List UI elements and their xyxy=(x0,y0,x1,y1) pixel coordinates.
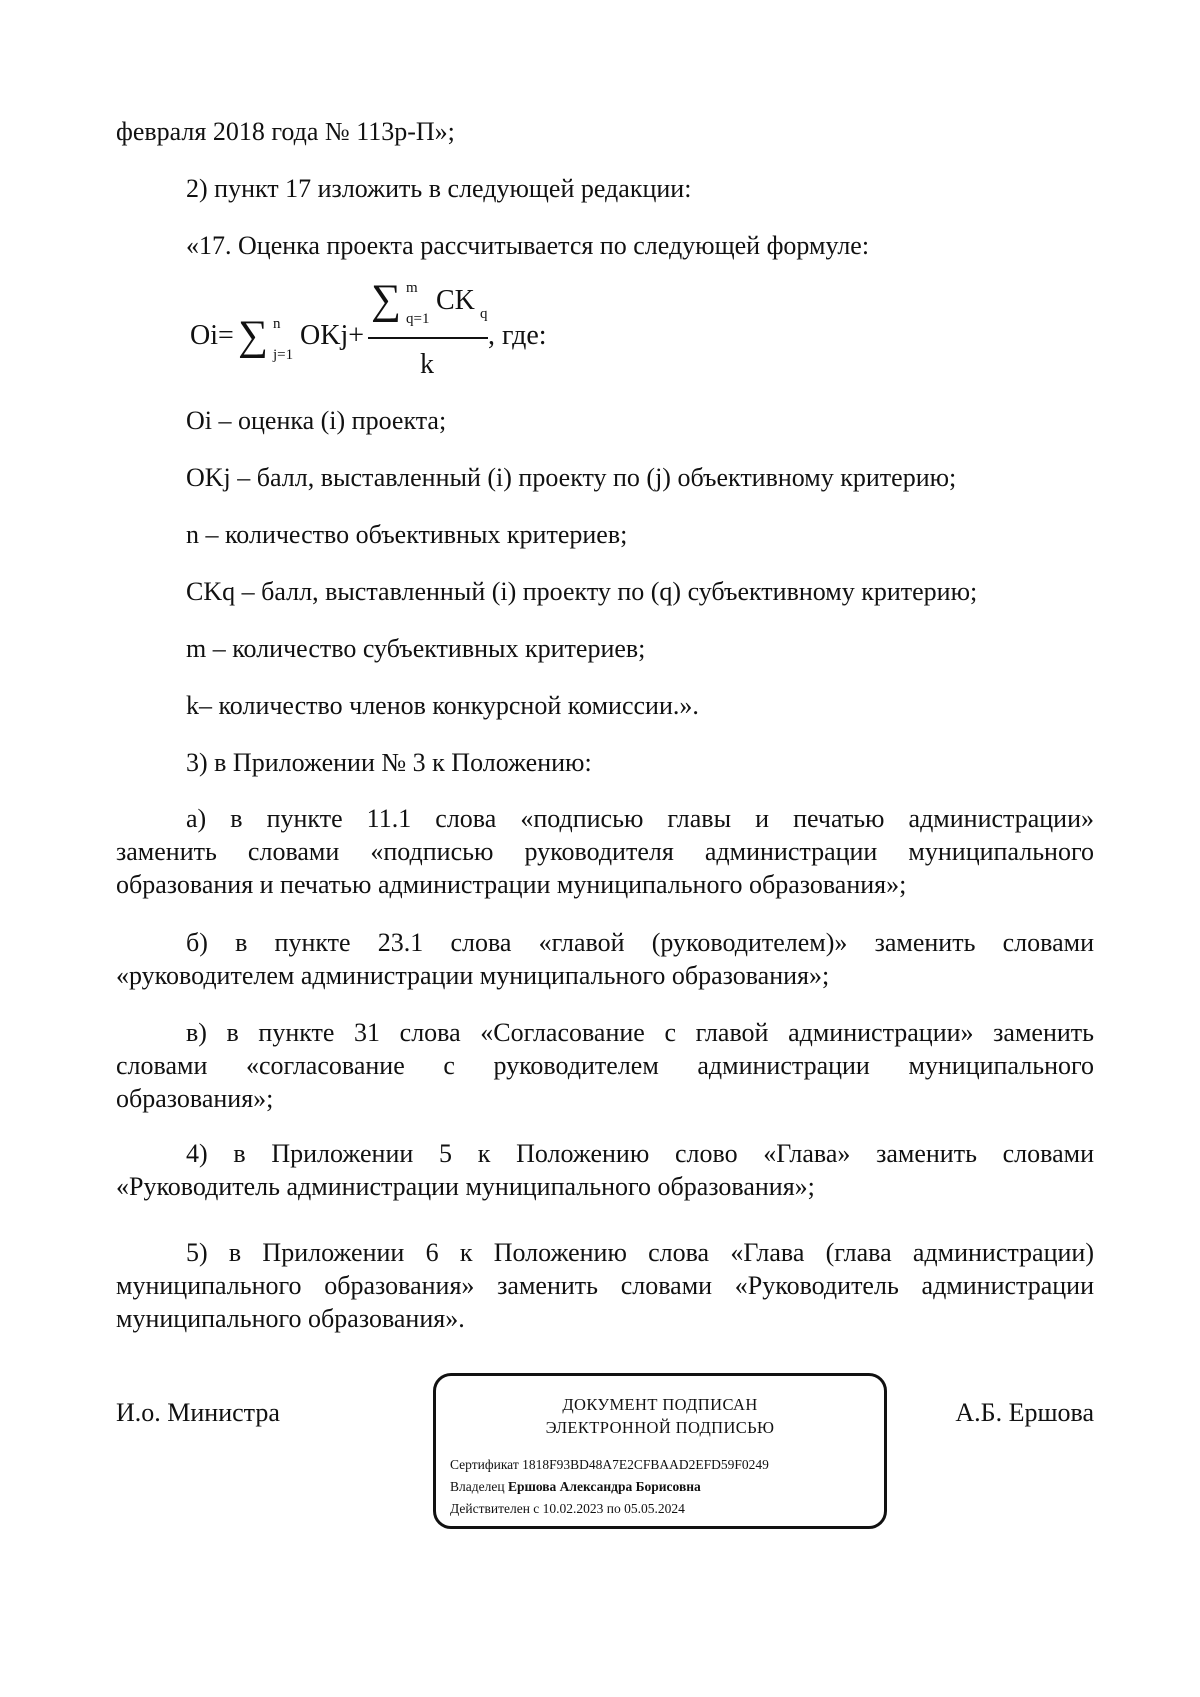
sum2-upper-limit: m xyxy=(406,280,418,296)
stamp-owner: Владелец Ершова Александра Борисовна xyxy=(450,1479,701,1494)
paragraph-line: заменить словами «подписью руководителя администрации муниципального xyxy=(116,837,1094,866)
item-3-heading: 3) в Приложении № 3 к Положению: xyxy=(186,748,592,777)
formula-term1: OKj+ xyxy=(300,320,365,351)
fraction-bar xyxy=(368,337,488,339)
paragraph-line: 5) в Приложении 6 к Положению слова «Глава (глава администрации) xyxy=(186,1238,1094,1267)
signatory-name: А.Б. Ершова xyxy=(955,1398,1094,1427)
paragraph-line: а) в пункте 11.1 слова «подписью главы и печатью администрации» xyxy=(186,804,1094,833)
paragraph-line: «Руководитель администрации муниципального образования»; xyxy=(116,1172,815,1201)
paragraph-line: муниципального образования» заменить словами «Руководитель администрации xyxy=(116,1271,1094,1300)
sum1-upper-limit: n xyxy=(273,316,281,332)
item-5 xyxy=(116,1236,1094,1335)
stamp-certificate: Сертификат 1818F93BD48A7E2CFBAAD2EFD59F0249 xyxy=(450,1457,769,1472)
formula-denominator: k xyxy=(420,349,434,380)
item-17-heading: «17. Оценка проекта рассчитывается по следующей формуле: xyxy=(186,231,870,260)
formula-lhs: Oi= xyxy=(190,320,234,351)
paragraph-line: образования и печатью администрации муниципального образования»; xyxy=(116,870,907,899)
stamp-title-line2: ЭЛЕКТРОННОЙ ПОДПИСЬЮ xyxy=(545,1418,775,1437)
electronic-signature-stamp xyxy=(433,1373,887,1529)
signatory-position: И.о. Министра xyxy=(116,1398,280,1427)
paragraph-line: в) в пункте 31 слова «Согласование с главой администрации» заменить xyxy=(186,1018,1094,1047)
score-formula xyxy=(186,277,786,395)
definition-m: m – количество субъективных критериев; xyxy=(186,634,646,663)
paragraph-line: словами «согласование с руководителем администрации муниципального xyxy=(116,1051,1094,1080)
sum2-lower-limit: q=1 xyxy=(406,311,430,327)
paragraph-line: 4) в Приложении 5 к Положению слово «Глава» заменить словами xyxy=(186,1139,1094,1168)
item-4 xyxy=(116,1137,1094,1203)
subitem-a xyxy=(116,802,1094,901)
text-line: февраля 2018 года № 113р-П»; xyxy=(116,117,455,146)
formula-term2-sub: q xyxy=(480,306,488,322)
definition-ckq: CKq – балл, выставленный (i) проекту по (q) субъективному критерию; xyxy=(186,577,978,606)
stamp-title-line1: ДОКУМЕНТ ПОДПИСАН xyxy=(562,1395,758,1414)
paragraph-line: б) в пункте 23.1 слова «главой (руководителем)» заменить словами xyxy=(186,928,1094,957)
sum-symbol: ∑ xyxy=(238,313,268,359)
formula-term2: CK xyxy=(436,285,475,316)
item-2-heading: 2) пункт 17 изложить в следующей редакции: xyxy=(186,174,692,203)
definition-k: k– количество членов конкурсной комиссии.». xyxy=(186,691,699,720)
subitem-b xyxy=(116,926,1094,992)
sum-symbol: ∑ xyxy=(371,277,401,323)
definition-oi: Oi – оценка (i) проекта; xyxy=(186,406,447,435)
formula-suffix: , где: xyxy=(488,320,547,351)
stamp-validity: Действителен с 10.02.2023 по 05.05.2024 xyxy=(450,1501,685,1516)
paragraph-line: образования»; xyxy=(116,1084,274,1113)
definition-okj: OKj – балл, выставленный (i) проекту по (j) объективному критерию; xyxy=(186,463,957,492)
sum1-lower-limit: j=1 xyxy=(273,347,294,363)
definition-n: n – количество объективных критериев; xyxy=(186,520,628,549)
paragraph-line: «руководителем администрации муниципального образования»; xyxy=(116,961,830,990)
paragraph-line: муниципального образования». xyxy=(116,1304,465,1333)
subitem-v xyxy=(116,1016,1094,1115)
